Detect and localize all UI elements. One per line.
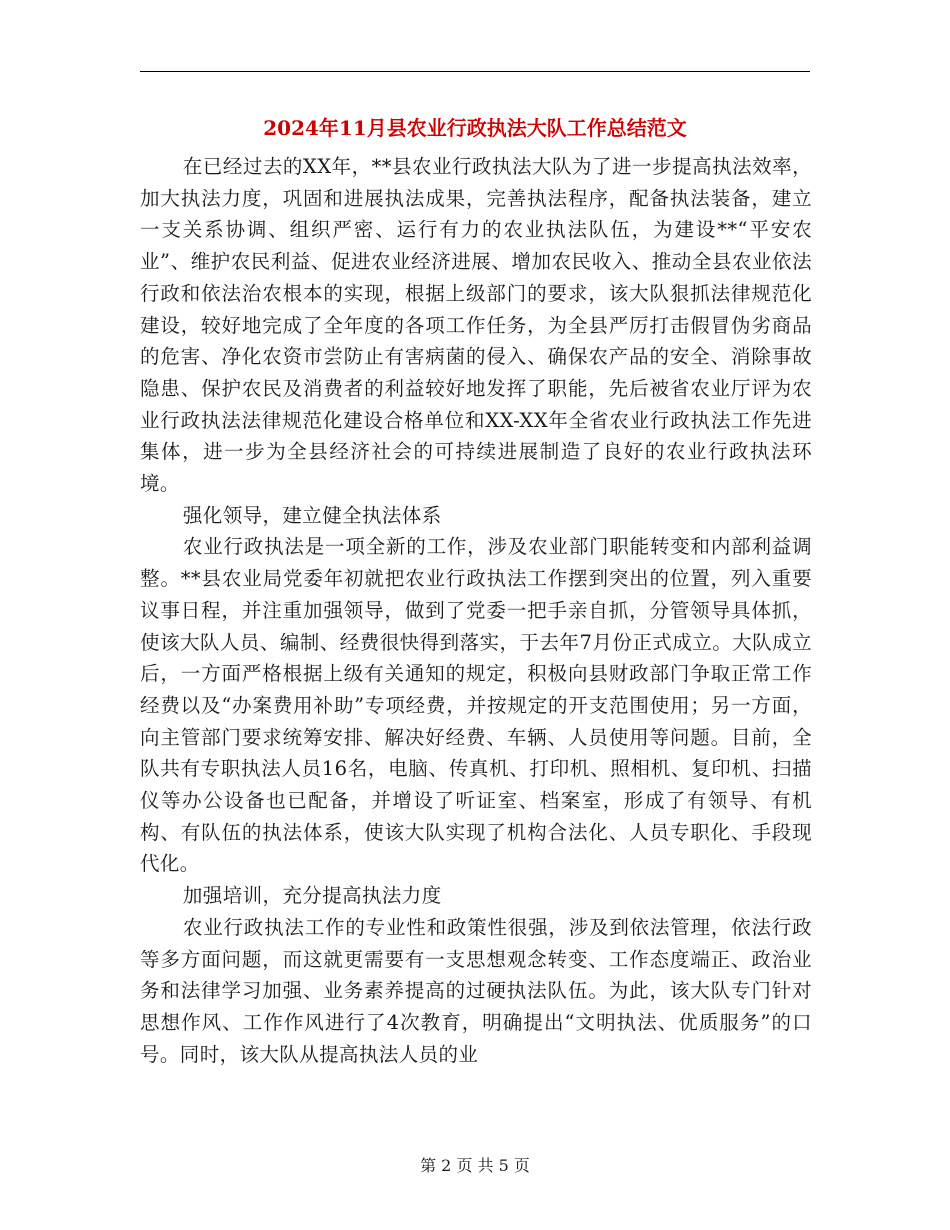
header-rule: [140, 71, 810, 72]
section-heading-leadership: 强化领导，建立健全执法体系: [182, 503, 442, 527]
document-title: 2024年11月县农业行政执法大队工作总结范文: [263, 116, 687, 140]
paragraph-leadership: 农业行政执法是一项全新的工作，涉及农业部门职能转变和内部利益调整。**县农业局党委年初就把农业行政执法工作摆到突出的位置，列入重要议事日程，并注重加强领导，做到了党委一把手亲自抓，分管领导具体抓，使该大队人员、编制、经费很快得到落实，于去年7月份正式成立。大队成立后，一方面严格根据上级有关通知的规定，积极向县财政部门争取正常工作经费以及“办案费用补助”专项经费，并按规定的开支范围使用；另一方面，向主管部门要求统筹安排、解决好经费、车辆、人员使用等问题。目前，全队共有专职执法人员16名，电脑、传真机、打印机、照相机、复印机、扫描仪等办公设备也已配备，并增设了听证室、档案室，形成了有领导、有机构、有队伍的执法体系，使该大队实现了机构合法化、人员专职化、手段现代化。: [140, 535, 812, 876]
paragraph-intro: 在已经过去的XX年，**县农业行政执法大队为了进一步提高执法效率，加大执法力度，巩固和进展执法成果，完善执法程序，配备执法装备，建立一支关系协调、组织严密、运行有力的农业执法队伍，为建设**“平安农业”、维护农民利益、促进农业经济进展、增加农民收入、推动全县农业依法行政和依法治农根本的实现，根据上级部门的要求，该大队狠抓法律规范化建设，较好地完成了全年度的各项工作任务，为全县严厉打击假冒伪劣商品的危害、净化农资市尝防止有害病菌的侵入、确保农产品的安全、消除事故隐患、保护农民及消费者的利益较好地发挥了职能，先后被省农业厅评为农业行政执法法律规范化建设合格单位和XX-XX年全省农业行政执法工作先进集体，进一步为全县经济社会的可持续进展制造了良好的农业行政执法环境。: [140, 155, 812, 496]
page-number-footer: 第 2 页 共 5 页: [420, 1156, 530, 1175]
document-body: [140, 151, 812, 1070]
paragraph-training: 农业行政执法工作的专业性和政策性很强，涉及到依法管理，依法行政等多方面问题，而这就更需要有一支思想观念转变、工作态度端正、政治业务和法律学习加强、业务素养提高的过硬执法队伍。为此，该大队专门针对思想作风、工作作风进行了4次教育，明确提出“文明执法、优质服务”的口号。同时，该大队从提高执法人员的业: [140, 915, 812, 1066]
section-heading-training: 加强培训，充分提高执法力度: [182, 884, 442, 908]
